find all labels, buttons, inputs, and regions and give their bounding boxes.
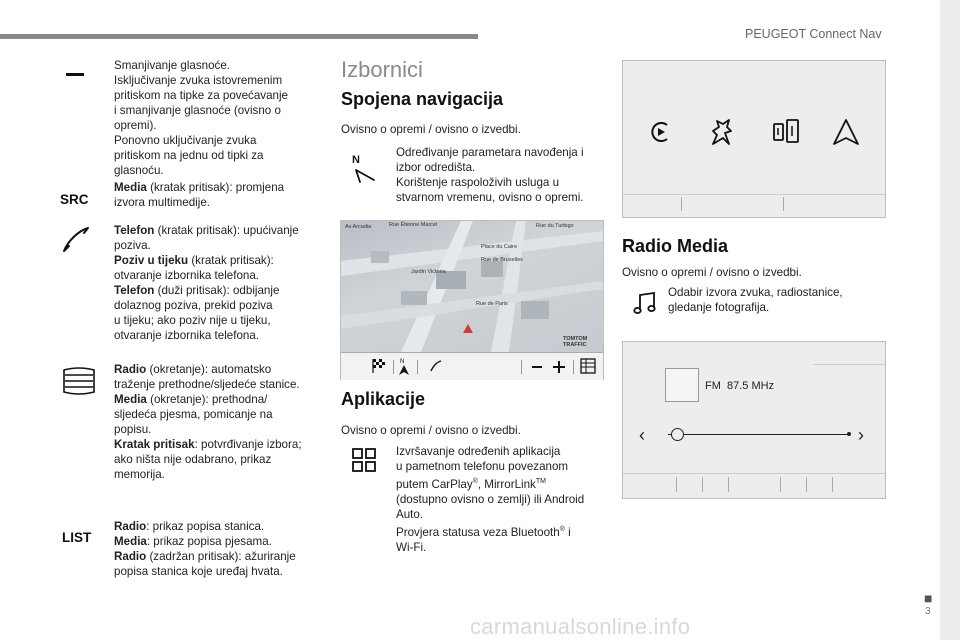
thumbwheel-text: Radio (okretanje): automatsko traženje prethodne/sljedeće stanice. Media (okretanje): prethodna/ sljedeća pjesma, pomicanje na popisu. Kratak pritisak: potvrđivanje izbora; ako ništa nije odabrano, prikaz memorija. <box>114 363 302 481</box>
station-frequency: FM 87.5 MHz <box>705 380 775 392</box>
svg-text:N: N <box>400 359 405 365</box>
mirrorlink-icon[interactable] <box>771 118 801 146</box>
previous-station-button[interactable]: ‹ <box>639 425 645 445</box>
destination-flag-icon[interactable] <box>371 358 387 374</box>
top-right-line <box>813 364 885 365</box>
page-marker: ■ <box>924 590 933 606</box>
footer-divider <box>676 477 677 492</box>
radio-availability: Ovisno o opremi / ovisno o izvedbi. <box>622 266 802 279</box>
tuner-slider-track[interactable] <box>668 434 848 435</box>
map-label: Av Arcadia <box>345 224 372 230</box>
map-label: Rue de Bruxelles <box>481 257 523 263</box>
footer-divider <box>780 477 781 492</box>
phone-icon[interactable] <box>429 359 443 373</box>
plus-v <box>558 361 560 373</box>
src-label: SRC <box>60 192 89 207</box>
phone-text: Telefon (kratak pritisak): upućivanje poziva. Poziv u tijeku (kratak pritisak): otvaranje izbornika telefona. Telefon (duži pritisak): odbijanje dolaznog poziva, prekid poziva u tijeku; ako poziv nije u tijeku, otvaranje izbornika telefona. <box>114 224 299 342</box>
apps-grid-icon <box>351 447 377 473</box>
volume-down-text: Smanjivanje glasnoće. Isključivanje zvuka istovremenim pritiskom na tipke za povećavanje i smanjivanje glasnoće (ovisno o opremi). Ponovno uključivanje zvuka pritiskom na jednu od tipki za glasnoću. <box>114 59 288 177</box>
zoom-in-button[interactable] <box>553 361 565 373</box>
nav-availability: Ovisno o opremi / ovisno o izvedbi. <box>341 123 521 136</box>
radio-heading: Radio Media <box>622 236 729 256</box>
map-label: Rue Étienne Marcel <box>389 222 438 228</box>
apps-description: Izvršavanje određenih aplikacija u pametnom telefonu povezanom putem CarPlay®, MirrorLink™ (dostupno ovisno o zemlji) ili Android Auto. Provjera statusa veza Bluetooth® i Wi-Fi. <box>396 445 585 554</box>
map-roads <box>341 221 603 352</box>
map-label: Place du Caire <box>481 244 518 250</box>
section-title: Izbornici <box>341 57 423 82</box>
header-title: PEUGEOT Connect Nav <box>745 27 882 41</box>
peugeot-lion-icon[interactable] <box>707 117 735 147</box>
next-station-button[interactable]: › <box>858 425 864 445</box>
toolbar-divider <box>417 360 418 374</box>
thumbwheel-icon <box>62 366 96 396</box>
list-label: LIST <box>62 530 92 545</box>
tuner-slider-handle[interactable] <box>671 428 684 441</box>
music-note-icon <box>632 290 658 316</box>
screen-footer-line <box>623 473 885 474</box>
nav-description: Određivanje parametara navođenja i izbor odredišta. Korištenje raspoloživih usluga u stvarnom vremenu, ovisno o opremi. <box>396 146 584 204</box>
tuner-slider-end <box>847 432 851 436</box>
phone-icon <box>60 225 94 255</box>
toolbar-divider <box>573 360 574 374</box>
apps-availability: Ovisno o opremi / ovisno o izvedbi. <box>341 424 521 437</box>
screen-footer-line <box>623 194 885 195</box>
map-label: Rue de Paris <box>476 301 508 307</box>
nav-heading: Spojena navigacija <box>341 89 504 109</box>
footer-divider <box>681 197 682 211</box>
top-rule <box>0 34 478 39</box>
zoom-out-button[interactable] <box>532 366 542 368</box>
side-strip <box>940 0 960 640</box>
footer-divider <box>728 477 729 492</box>
svg-text:N: N <box>352 154 360 166</box>
footer-divider <box>832 477 833 492</box>
toolbar-divider <box>521 360 522 374</box>
carplay-icon[interactable] <box>647 119 673 145</box>
footer-divider <box>806 477 807 492</box>
map-label: Rue du Turbigo <box>536 223 574 229</box>
compass-north-icon[interactable] <box>397 356 411 376</box>
map-view <box>341 221 603 352</box>
footer-divider <box>702 477 703 492</box>
station-artwork <box>665 368 699 402</box>
map-toolbar <box>341 352 603 380</box>
watermark: carmanualsonline.info <box>470 614 691 639</box>
src-text: Media (kratak pritisak): promjena izvora multimedije. <box>114 181 285 209</box>
toolbar-divider <box>393 360 394 374</box>
android-auto-icon[interactable] <box>831 117 861 147</box>
radio-screen <box>622 341 886 499</box>
apps-heading: Aplikacije <box>341 389 426 409</box>
tomtom-logo: TOMTOM TRAFFIC <box>563 336 588 348</box>
radio-description: Odabir izvora zvuka, radiostanice, gledanje fotografija. <box>668 286 843 314</box>
footer-divider <box>783 197 784 211</box>
minus-icon <box>66 73 84 76</box>
map-label: Jardin Victoria <box>411 269 446 275</box>
apps-screen <box>622 60 886 218</box>
page-number: 3 <box>925 606 931 617</box>
map-options-icon[interactable] <box>579 357 597 375</box>
navigation-screen <box>340 220 604 380</box>
navigation-icon <box>350 152 380 186</box>
list-text: Radio: prikaz popisa stanica. Media: prikaz popisa pjesama. Radio (zadržan pritisak): ažuriranje popisa stanica koje uređaj hvata. <box>114 520 296 578</box>
